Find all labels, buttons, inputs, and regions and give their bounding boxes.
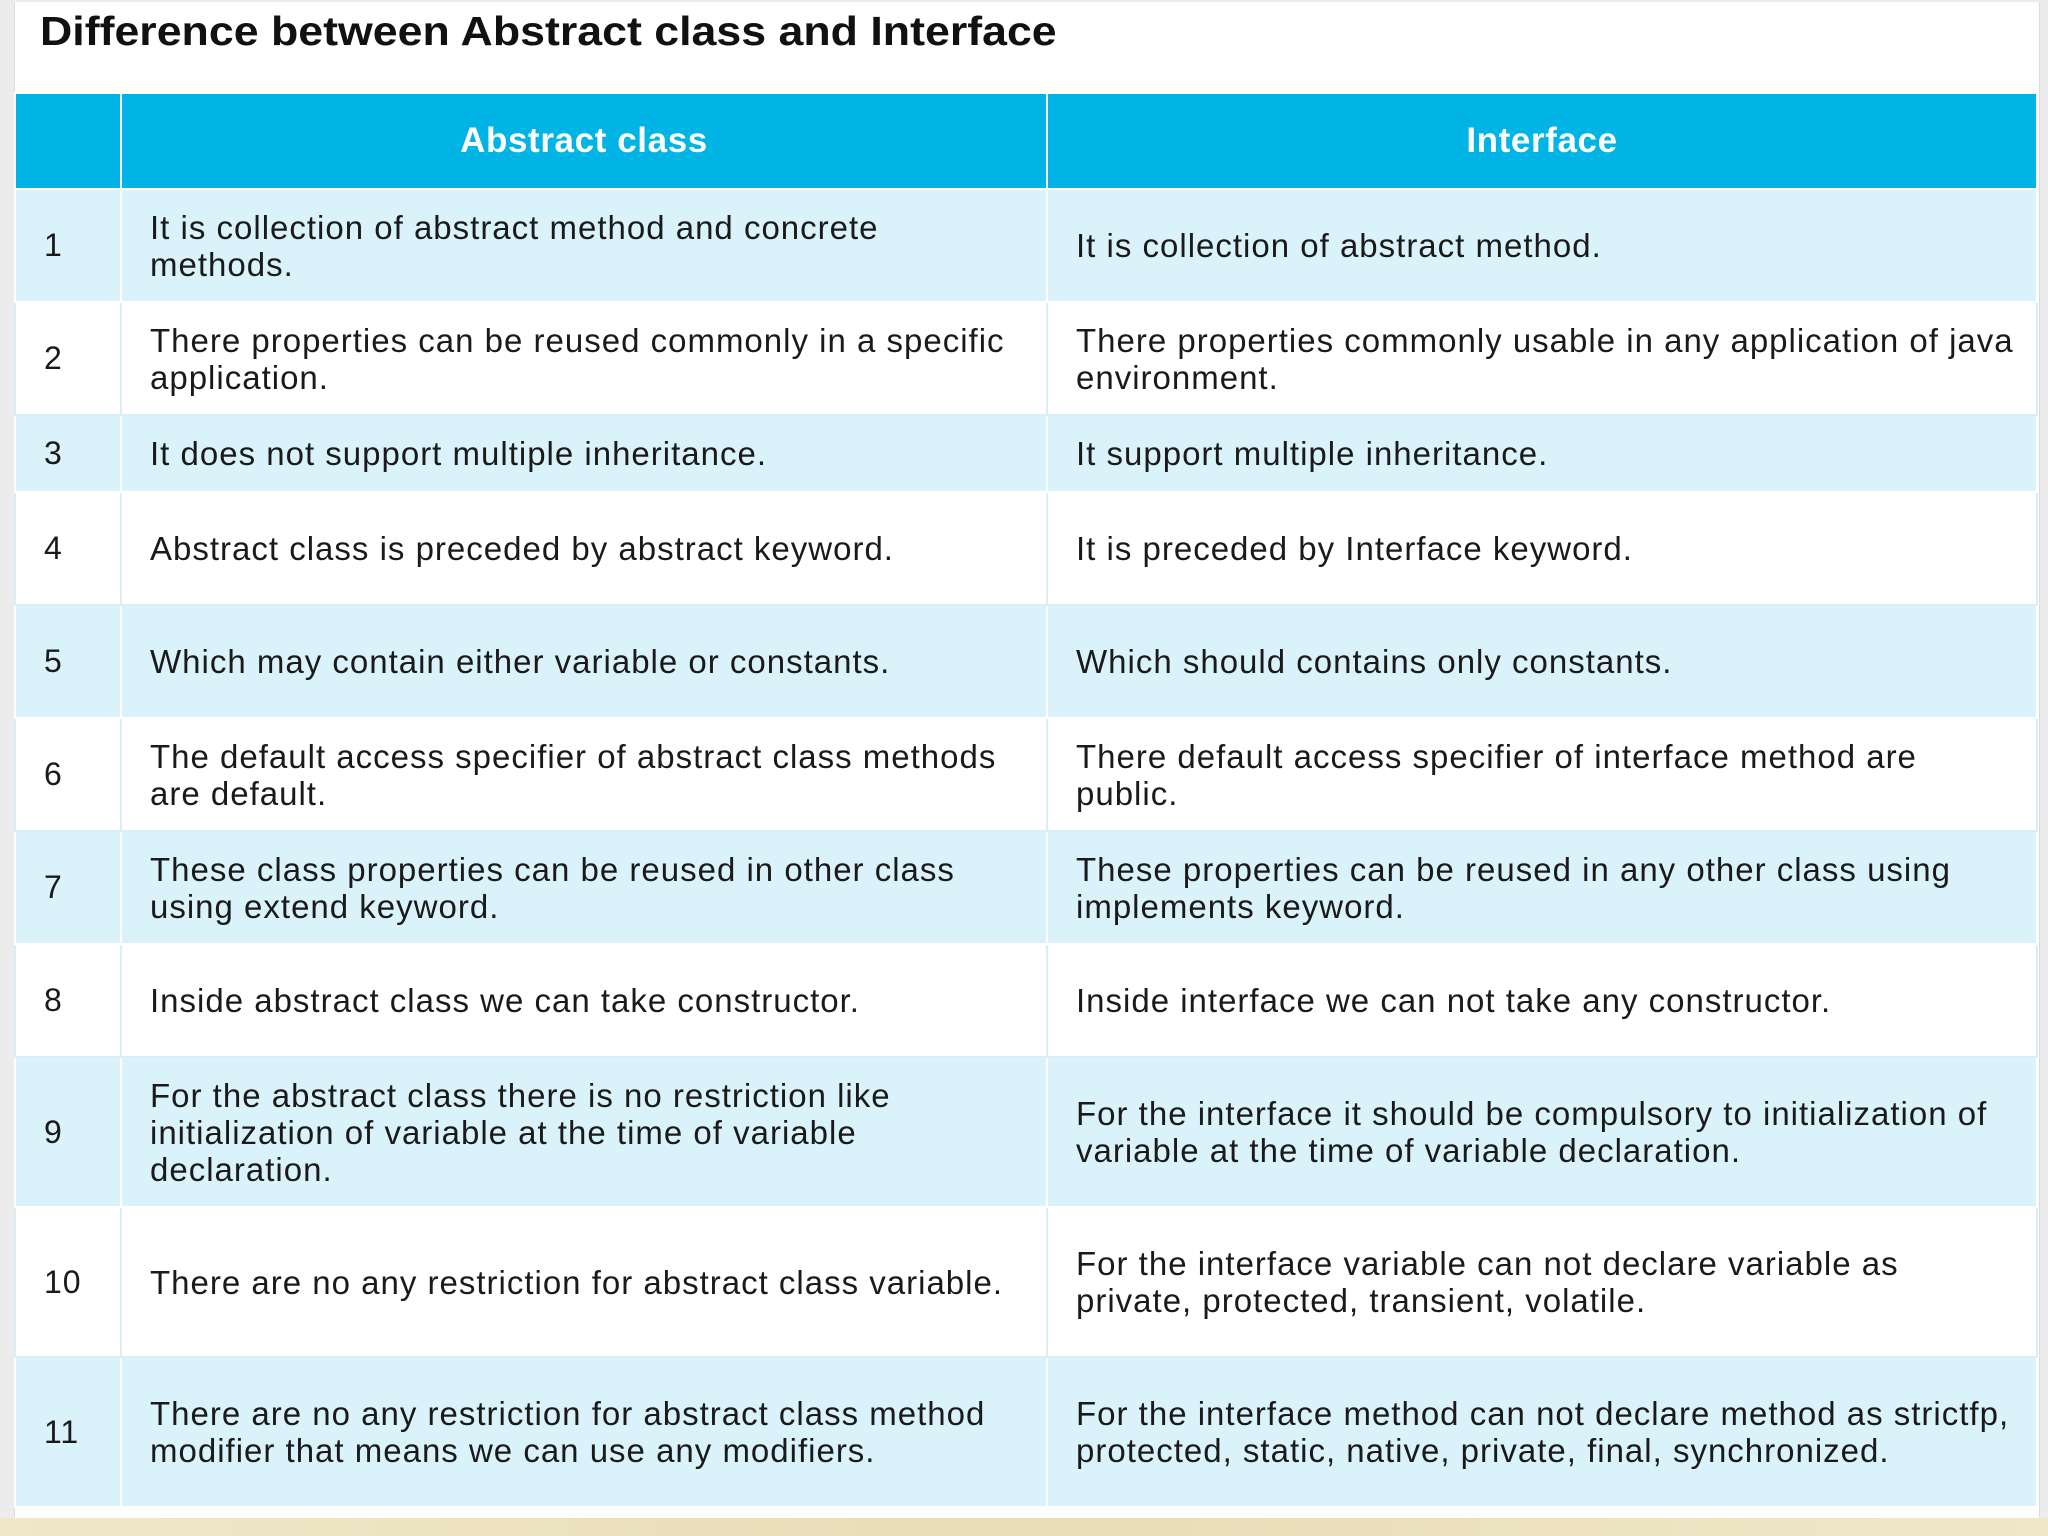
row-number: 4 xyxy=(15,492,121,605)
interface-cell: It is collection of abstract method. xyxy=(1047,189,2037,302)
table-row xyxy=(15,1057,2037,1207)
interface-cell: For the interface variable can not declare variable as private, protected, transient, volatile. xyxy=(1047,1207,2037,1357)
row-number: 10 xyxy=(15,1207,121,1357)
abstract-class-cell: Abstract class is preceded by abstract keyword. xyxy=(121,492,1047,605)
row-number: 9 xyxy=(15,1057,121,1207)
abstract-class-cell: The default access specifier of abstract class methods are default. xyxy=(121,718,1047,831)
table-row xyxy=(15,718,2037,831)
abstract-class-cell: There properties can be reused commonly in a specific application. xyxy=(121,302,1047,415)
header-number xyxy=(15,93,121,189)
header-interface: Interface xyxy=(1047,93,2037,189)
abstract-class-cell: These class properties can be reused in other class using extend keyword. xyxy=(121,831,1047,944)
interface-cell: There default access specifier of interface method are public. xyxy=(1047,718,2037,831)
table-row xyxy=(15,605,2037,718)
interface-cell: These properties can be reused in any other class using implements keyword. xyxy=(1047,831,2037,944)
table-header xyxy=(15,93,2037,189)
table-row xyxy=(15,831,2037,944)
abstract-class-cell: It does not support multiple inheritance. xyxy=(121,415,1047,492)
interface-cell: There properties commonly usable in any application of java environment. xyxy=(1047,302,2037,415)
table-row xyxy=(15,944,2037,1057)
page-title: Difference between Abstract class and Interface xyxy=(40,8,1057,54)
abstract-class-cell: For the abstract class there is no restriction like initialization of variable at the time of variable declaration. xyxy=(121,1057,1047,1207)
abstract-class-cell: Inside abstract class we can take constructor. xyxy=(121,944,1047,1057)
row-number: 7 xyxy=(15,831,121,944)
table-row xyxy=(15,1357,2037,1507)
abstract-class-cell: There are no any restriction for abstract class variable. xyxy=(121,1207,1047,1357)
interface-cell: Inside interface we can not take any constructor. xyxy=(1047,944,2037,1057)
abstract-class-cell: It is collection of abstract method and concrete methods. xyxy=(121,189,1047,302)
header-abstract-class: Abstract class xyxy=(121,93,1047,189)
row-number: 3 xyxy=(15,415,121,492)
interface-cell: Which should contains only constants. xyxy=(1047,605,2037,718)
abstract-class-cell: Which may contain either variable or constants. xyxy=(121,605,1047,718)
table-row xyxy=(15,189,2037,302)
row-number: 8 xyxy=(15,944,121,1057)
row-number: 6 xyxy=(15,718,121,831)
comparison-table xyxy=(14,92,2038,1508)
row-number: 1 xyxy=(15,189,121,302)
table-row xyxy=(15,415,2037,492)
row-number: 2 xyxy=(15,302,121,415)
table-row xyxy=(15,1207,2037,1357)
table-row xyxy=(15,302,2037,415)
row-number: 11 xyxy=(15,1357,121,1507)
row-number: 5 xyxy=(15,605,121,718)
interface-cell: For the interface method can not declare method as strictfp, protected, static, native, private, final, synchronized. xyxy=(1047,1357,2037,1507)
table-body xyxy=(15,189,2037,1507)
slide-bottom-band xyxy=(0,1518,2048,1536)
header-row xyxy=(15,93,2037,189)
interface-cell: For the interface it should be compulsory to initialization of variable at the time of variable declaration. xyxy=(1047,1057,2037,1207)
interface-cell: It support multiple inheritance. xyxy=(1047,415,2037,492)
table-row xyxy=(15,492,2037,605)
interface-cell: It is preceded by Interface keyword. xyxy=(1047,492,2037,605)
abstract-class-cell: There are no any restriction for abstract class method modifier that means we can use any modifiers. xyxy=(121,1357,1047,1507)
